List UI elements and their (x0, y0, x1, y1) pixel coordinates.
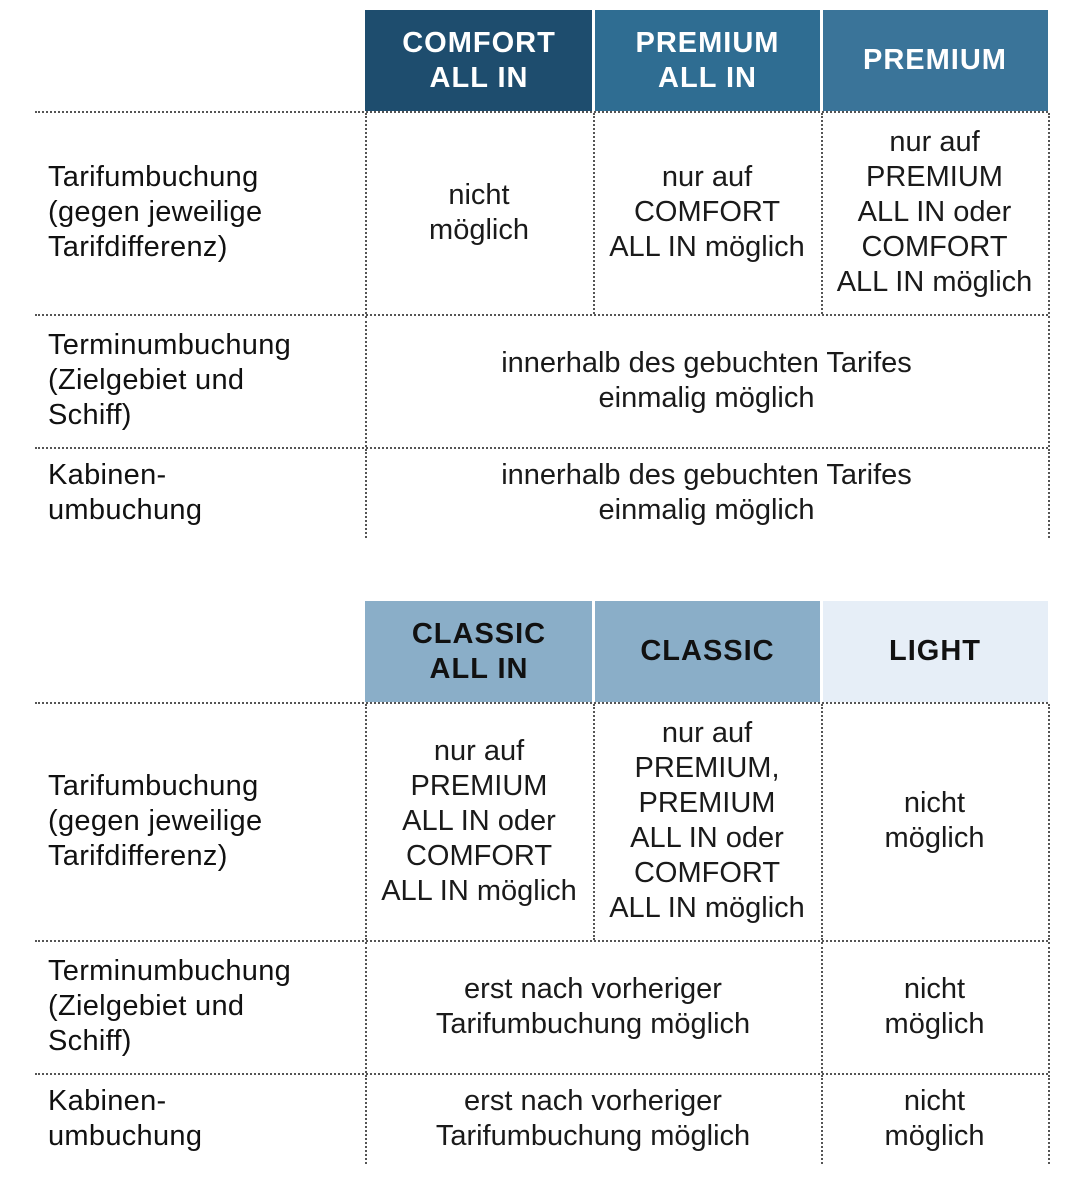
text-line: erst nach vorheriger (464, 972, 722, 1005)
text-line: Tarifumbuchung (48, 769, 259, 802)
table1-header-1 (365, 10, 593, 111)
text-line: möglich (884, 1007, 985, 1040)
header-separator (820, 601, 823, 702)
text-line: ALL IN möglich (609, 231, 805, 263)
text-line: COMFORT (405, 839, 553, 872)
dotted-column-divider (593, 113, 595, 314)
table2-cell-2-3 (821, 940, 1048, 1073)
text-line: Tarifumbuchung (48, 161, 259, 193)
text-line: COMFORT (402, 26, 556, 59)
text-line: COMFORT (633, 857, 781, 889)
text-line: innerhalb des gebuchten Tarifes (501, 458, 912, 491)
text-line: möglich (884, 822, 985, 854)
text-line: Kabinen- (48, 1084, 167, 1117)
text-line: nicht (903, 972, 966, 1005)
text-line: Tarifdifferenz) (48, 231, 228, 263)
text-line: ALL IN (429, 652, 529, 685)
text-line: Tarifdifferenz) (48, 839, 228, 872)
table1-merged-cell-3 (365, 447, 1048, 538)
table2-merged-cell-2 (365, 940, 821, 1073)
text-line: PREMIUM (410, 769, 548, 802)
table2-header-1 (365, 601, 593, 702)
text-line: Schiff) (48, 1025, 132, 1057)
text-line: LIGHT (889, 635, 981, 667)
text-line: Tarifumbuchung möglich (435, 1119, 751, 1152)
text-line: ALL IN möglich (836, 266, 1033, 298)
text-line: nur auf (433, 734, 525, 767)
table2-row-label-2 (0, 940, 365, 1073)
text-line: ALL IN oder (630, 822, 784, 854)
dotted-column-divider (1048, 942, 1050, 1073)
text-line: möglich (429, 213, 529, 246)
text-line: nicht (448, 178, 510, 211)
text-line: umbuchung (48, 1119, 203, 1152)
text-line: (gegen jeweilige (48, 804, 263, 837)
table1-row-label-2 (0, 314, 365, 447)
text-line: einmalig möglich (598, 381, 815, 414)
text-line: ALL IN oder (857, 196, 1012, 228)
table1-cell-1-2 (593, 111, 821, 314)
table2-header-3 (822, 601, 1048, 702)
table2-row-label-1 (0, 702, 365, 940)
dotted-column-divider (1048, 704, 1050, 940)
text-line: ALL IN (658, 61, 757, 94)
text-line: umbuchung (48, 493, 203, 526)
text-line: nicht (903, 787, 966, 819)
text-line: PREMIUM (638, 787, 776, 819)
table2-cell-1-3 (821, 702, 1048, 940)
table1-row-label-1 (0, 111, 365, 314)
text-line: nicht (903, 1084, 966, 1117)
text-line: CLASSIC (411, 617, 547, 650)
table1-merged-cell-2 (365, 314, 1048, 447)
text-line: PREMIUM (866, 161, 1003, 193)
text-line: COMFORT (633, 196, 781, 228)
text-line: innerhalb des gebuchten Tarifes (501, 346, 912, 379)
text-line: (Zielgebiet und (48, 990, 245, 1022)
text-line: Tarifumbuchung möglich (435, 1007, 751, 1040)
text-line: COMFORT (861, 231, 1008, 263)
header-separator (820, 10, 823, 111)
text-line: Schiff) (48, 399, 132, 431)
text-line: PREMIUM (635, 26, 780, 59)
text-line: nur auf (661, 717, 753, 749)
table1-cell-1-1 (365, 111, 593, 314)
dotted-column-divider (1048, 316, 1050, 447)
text-line: ALL IN (429, 61, 529, 94)
text-line: ALL IN möglich (609, 892, 805, 924)
table2-cell-3-3 (821, 1073, 1048, 1164)
text-line: Kabinen- (48, 458, 167, 491)
table2-row-label-3 (0, 1073, 365, 1164)
dotted-column-divider (1048, 1075, 1050, 1164)
dotted-column-divider (821, 942, 823, 1073)
dotted-column-divider (821, 113, 823, 314)
dotted-column-divider (593, 704, 595, 940)
table1-header-3 (822, 10, 1048, 111)
dotted-column-divider (821, 1075, 823, 1164)
table2-merged-cell-3 (365, 1073, 821, 1164)
text-line: PREMIUM (863, 44, 1007, 76)
table2-cell-1-2 (593, 702, 821, 940)
text-line: erst nach vorheriger (464, 1084, 722, 1117)
table1-header-2 (594, 10, 821, 111)
dotted-column-divider (1048, 449, 1050, 538)
text-line: (gegen jeweilige (48, 196, 263, 228)
text-line: möglich (884, 1119, 985, 1152)
text-line: CLASSIC (640, 635, 775, 667)
text-line: ALL IN oder (402, 804, 556, 837)
table1-row-label-3 (0, 447, 365, 538)
text-line: Terminumbuchung (48, 329, 292, 361)
table2-cell-1-1 (365, 702, 593, 940)
text-line: einmalig möglich (598, 493, 815, 526)
table1-cell-1-3 (821, 111, 1048, 314)
text-line: nur auf (661, 161, 753, 193)
text-line: (Zielgebiet und (48, 364, 245, 396)
dotted-column-divider (821, 704, 823, 940)
table2-header-2 (594, 601, 821, 702)
text-line: ALL IN möglich (381, 874, 577, 907)
text-line: Terminumbuchung (48, 955, 292, 987)
text-line: nur auf (889, 126, 980, 158)
text-line: PREMIUM, (634, 752, 780, 784)
header-separator (592, 601, 595, 702)
dotted-column-divider (1048, 113, 1050, 314)
header-separator (592, 10, 595, 111)
